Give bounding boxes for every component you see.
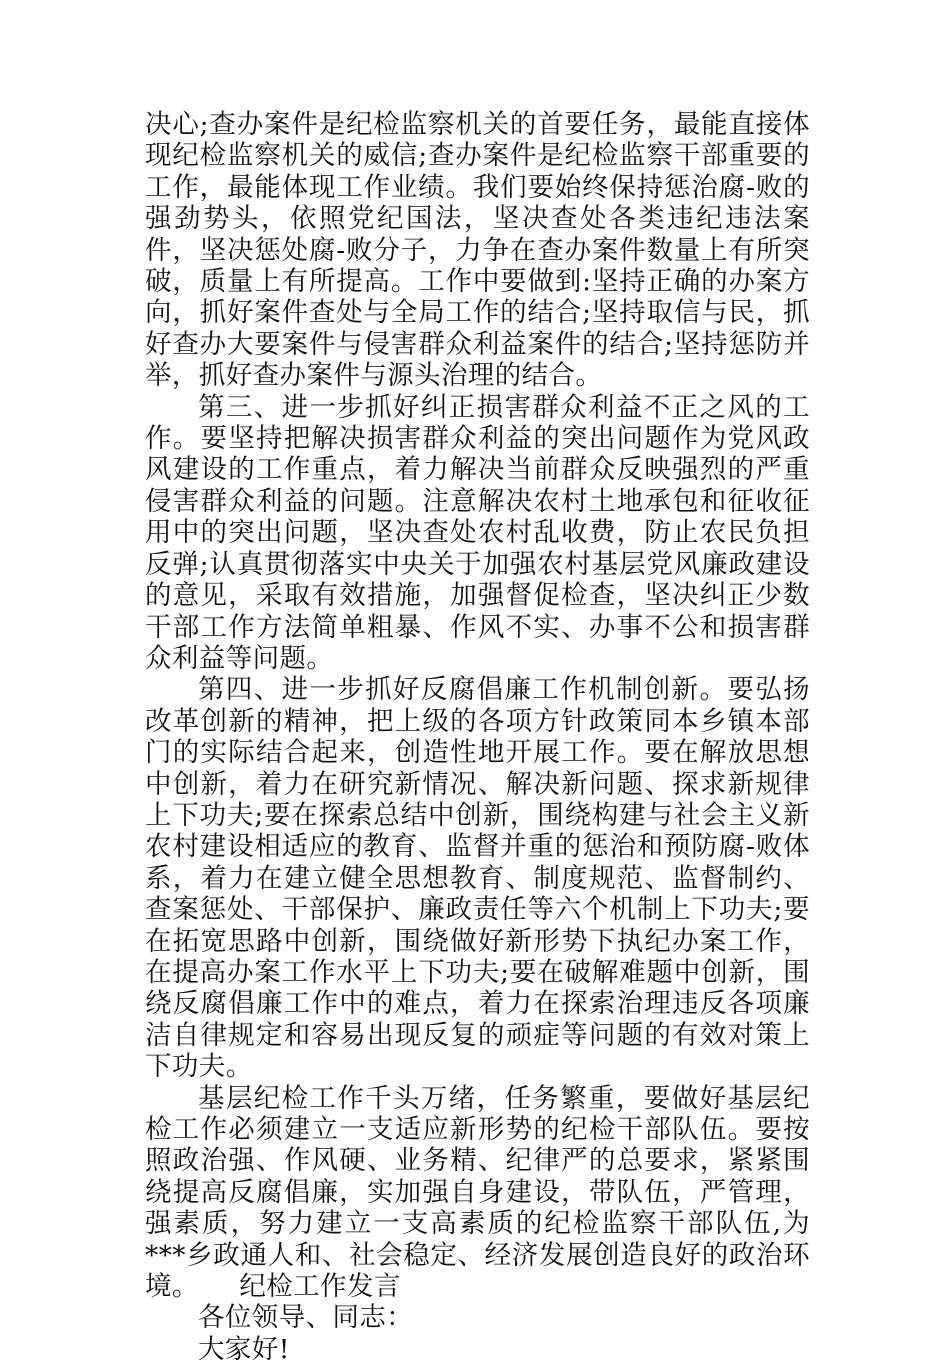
document-body xyxy=(145,109,810,1365)
paragraph-team-building: 基层纪检工作千头万绪，任务繁重，要做好基层纪检工作必须建立一支适应新形势的纪检干部队伍。要按照政治强、作风硬、业务精、纪律严的总要求，紧紧围绕提高反腐倡廉，实加强自身建设，带队伍，严管理，强素质，努力建立一支高素质的纪检监察干部队伍,为***乡政通人和、社会稳定、经济发展创造良好的政治环境。 纪检工作发言 xyxy=(145,1082,810,1303)
paragraph-salutation: 各位领导、同志： xyxy=(198,1302,414,1334)
paragraph-greeting: 大家好! xyxy=(198,1333,290,1365)
paragraph-third-point: 第三、进一步抓好纠正损害群众利益不正之风的工作。要坚持把解决损害群众利益的突出问题作为党风政风建设的工作重点，着力解决当前群众反映强烈的严重侵害群众利益的问题。注意解决农村土地承包和征收征用中的突出问题，坚决查处农村乱收费，防止农民负担反弹;认真贯彻落实中央关于加强农村基层党风廉政建设的意见，采取有效措施，加强督促检查，坚决纠正少数干部工作方法简单粗暴、作风不实、办事不公和损害群众利益等问题。 xyxy=(145,391,810,674)
paragraph-fourth-point: 第四、进一步抓好反腐倡廉工作机制创新。要弘扬改革创新的精神，把上级的各项方针政策同本乡镇本部门的实际结合起来，创造性地开展工作。要在解放思想中创新，着力在研究新情况、解决新问题、探求新规律上下功夫;要在探索总结中创新，围绕构建与社会主义新农村建设相适应的教育、监督并重的惩治和预防腐-败体系，着力在建立健全思想教育、制度规范、监督制约、查案惩处、干部保护、廉政责任等六个机制上下功夫;要在拓宽思路中创新，围绕做好新形势下执纪办案工作，在提高办案工作水平上下功夫;要在破解难题中创新，围绕反腐倡廉工作中的难点，着力在探索治理违反各项廉洁自律规定和容易出现反复的顽症等问题的有效对策上下功夫。 xyxy=(145,674,810,1083)
paragraph-case-handling: 决心;查办案件是纪检监察机关的首要任务，最能直接体现纪检监察机关的威信;查办案件是纪检监察干部重要的工作，最能体现工作业绩。我们要始终保持惩治腐-败的强劲势头，依照党纪国法，坚决查处各类违纪违法案件，坚决惩处腐-败分子，力争在查办案件数量上有所突破，质量上有所提高。工作中要做到:坚持正确的办案方向，抓好案件查处与全局工作的结合;坚持取信与民，抓好查办大要案件与侵害群众利益案件的结合;坚持惩防并举，抓好查办案件与源头治理的结合。 xyxy=(145,109,810,392)
